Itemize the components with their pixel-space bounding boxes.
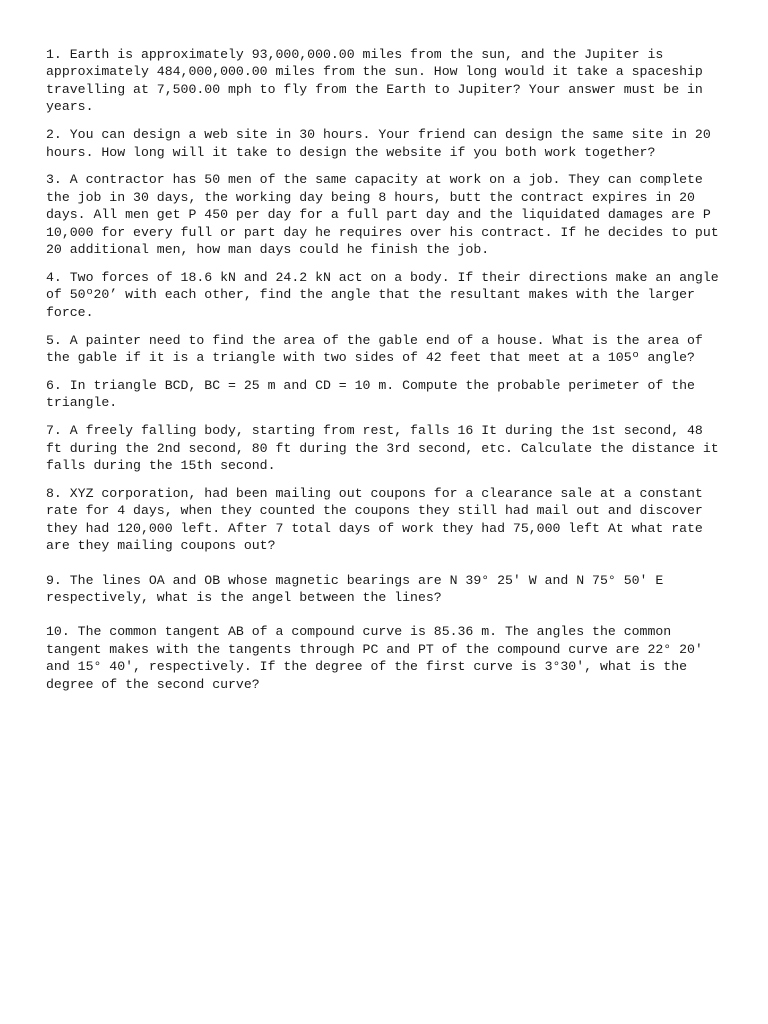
problem-1: 1. Earth is approximately 93,000,000.00 miles from the sun, and the Jupiter is approximately 484,000,000.00 miles from the sun. How long would it take a spaceship travelling at 7,500.00 mph to fly from the Earth to Jupiter? Your answer must be in years. [46, 47, 711, 115]
problem-5: 5. A painter need to find the area of the gable end of a house. What is the area of the gable if it is a triangle with two sides of 42 feet that meet at a 105º angle? [46, 332, 711, 366]
problem-9: 9. The lines OA and OB whose magnetic bearings are N 39° 25' W and N 75° 50' E respectively, what is the angel between the lines? [46, 572, 672, 606]
problem-3: 3. A contractor has 50 men of the same capacity at work on a job. They can complete the job in 30 days, the working day being 8 hours, butt the contract expires in 20 days. All men get P 450 per day for a full part day and the liquidated damages are P 10,000 for every full or part day he requires over his contract. If he decides to put 20 additional men, how man days could he finish the job. [46, 172, 727, 258]
problem-10: 10. The common tangent AB of a compound curve is 85.36 m. The angles the common tangent makes with the tangents through PC and PT of the compound curve are 22° 20' and 15° 40', respectively. If the degree of the first curve is 3°30', what is the degree of the second curve? [46, 624, 711, 692]
problem-6: 6. In triangle BCD, BC = 25 m and CD = 10 m. Compute the probable perimeter of the triangle. [46, 378, 703, 411]
problem-2: 2. You can design a web site in 30 hours. Your friend can design the same site in 20 hours. How long will it take to design the website if you both work together? [46, 127, 719, 160]
problem-7: 7. A freely falling body, starting from rest, falls 16 It during the 1st second, 48 ft during the 2nd second, 80 ft during the 3rd second, etc. Calculate the distance it falls during the 15th second. [46, 423, 727, 474]
problem-list [46, 46, 726, 704]
problem-4: 4. Two forces of 18.6 kN and 24.2 kN act on a body. If their directions make an angle of 50º20’ with each other, find the angle that the resultant makes with the larger force. [46, 269, 727, 320]
problem-8: 8. XYZ corporation, had been mailing out coupons for a clearance sale at a constant rate for 4 days, when they counted the coupons they still had mail out and discover they had 120,000 left. After 7 total days of work they had 75,000 left At what rate are they mailing coupons out? [46, 486, 703, 554]
